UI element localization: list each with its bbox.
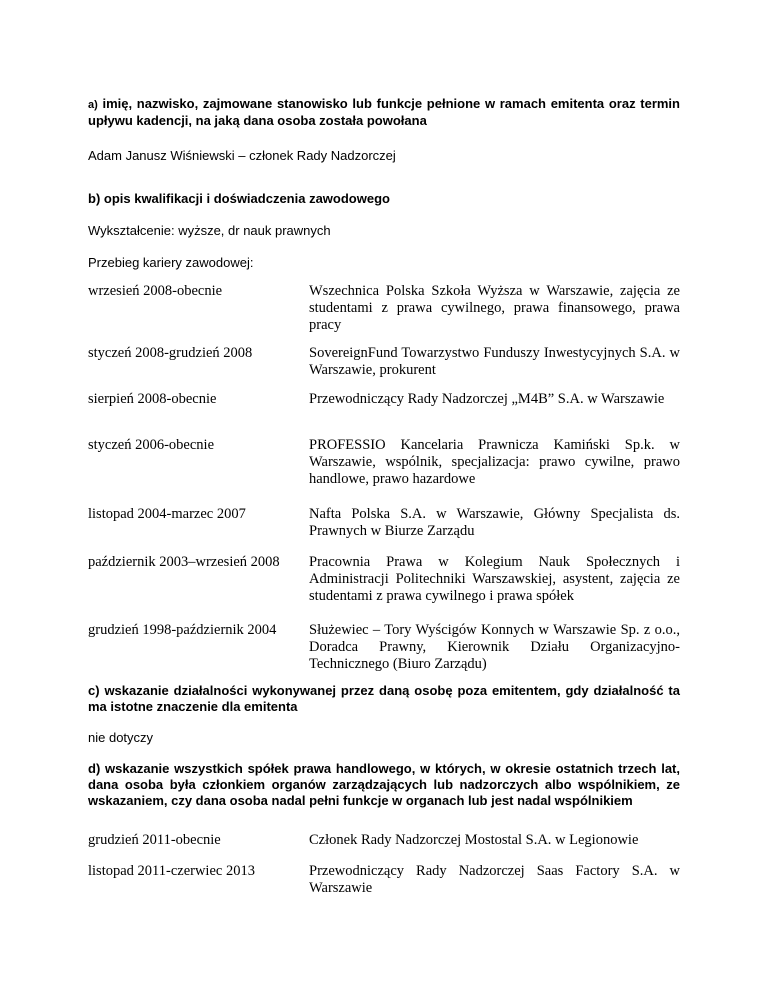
career-description: Nafta Polska S.A. w Warszawie, Główny Specjalista ds. Prawnych w Biurze Zarządu [309, 506, 680, 539]
career-description: Wszechnica Polska Szkoła Wyższa w Warszawie, zajęcia ze studentami z prawa cywilnego, prawa finansowego, prawa pracy [309, 283, 680, 333]
section-c-heading: c) wskazanie działalności wykonywanej przez daną osobę poza emitentem, gdy działalność ta ma istotne znaczenie dla emitenta [88, 683, 680, 714]
company-period: listopad 2011-czerwiec 2013 [88, 863, 255, 879]
education-line: Wykształcenie: wyższe, dr nauk prawnych [88, 223, 331, 238]
section-a-heading-text: imię, nazwisko, zajmowane stanowisko lub funkcje pełnione w ramach emitenta oraz termin upływu kadencji, na jaką dana osoba została powołana [88, 96, 680, 128]
career-description: Służewiec – Tory Wyścigów Konnych w Warszawie Sp. z o.o., Doradca Prawny, Kierownik Działu Organizacyjno-Technicznego (Biuro Zarządu) [309, 622, 680, 672]
career-period: grudzień 1998-październik 2004 [88, 622, 277, 638]
section-c-value: nie dotyczy [88, 730, 154, 745]
career-period: listopad 2004-marzec 2007 [88, 506, 246, 522]
section-a-heading [88, 96, 680, 129]
career-description: SovereignFund Towarzystwo Funduszy Inwestycyjnych S.A. w Warszawie, prokurent [309, 345, 680, 378]
career-period: sierpień 2008-obecnie [88, 391, 217, 407]
career-period: styczeń 2006-obecnie [88, 437, 215, 453]
section-a-prefix: a) [88, 99, 98, 111]
career-label: Przebieg kariery zawodowej: [88, 255, 254, 270]
section-d-heading: d) wskazanie wszystkich spółek prawa handlowego, w których, w okresie ostatnich trzech lat, dana osoba była członkiem organów zarządzających lub nadzorczych albo wspólnikiem, ze wskazaniem, czy dana osoba nadal pełni funkcje w organach lub jest nadal wspólnikiem [88, 761, 680, 808]
company-description: Przewodniczący Rady Nadzorczej Saas Factory S.A. w Warszawie [309, 863, 680, 896]
section-a-value: Adam Janusz Wiśniewski – członek Rady Nadzorczej [88, 148, 396, 163]
career-period: styczeń 2008-grudzień 2008 [88, 345, 253, 361]
career-description: Przewodniczący Rady Nadzorczej „M4B” S.A. w Warszawie [309, 391, 665, 407]
career-period: wrzesień 2008-obecnie [88, 283, 223, 299]
career-description: Pracownia Prawa w Kolegium Nauk Społecznych i Administracji Politechniki Warszawskiej, asystent, zajęcia ze studentami z prawa cywilnego i prawa spółek [309, 554, 680, 604]
career-description: PROFESSIO Kancelaria Prawnicza Kamiński Sp.k. w Warszawie, wspólnik, specjalizacja: prawo cywilne, prawo handlowe, prawo hazardowe [309, 437, 680, 487]
career-period: październik 2003–wrzesień 2008 [88, 554, 280, 570]
section-b-heading: b) opis kwalifikacji i doświadczenia zawodowego [88, 191, 390, 206]
company-description: Członek Rady Nadzorczej Mostostal S.A. w Legionowie [309, 832, 639, 848]
company-period: grudzień 2011-obecnie [88, 832, 221, 848]
